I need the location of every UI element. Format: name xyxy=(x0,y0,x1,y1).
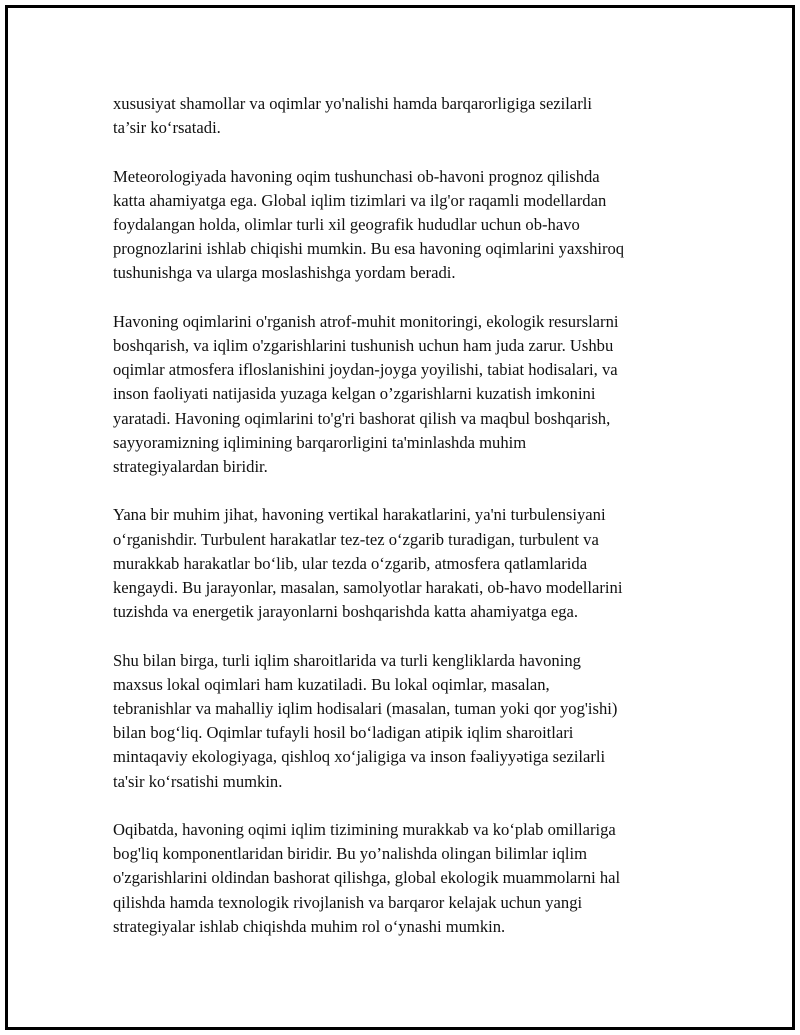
text-line: Oqibatda, havoning oqimi iqlim tizimining murakkab va ko‘plab omillariga xyxy=(113,820,616,840)
text-line: murakkab harakatlar bo‘lib, ular tezda o‘zgarib, atmosfera qatlamlarida xyxy=(113,553,588,573)
text-line: mintaqaviy ekologiyaga, qishloq xo‘jaligiga va inson fəaliyyətiga sezilarli xyxy=(113,747,606,767)
text-line: Shu bilan birga, turli iqlim sharoitlarida va turli kengliklarda havoning xyxy=(113,650,581,670)
paragraph-6 xyxy=(113,818,693,939)
text-line: Meteorologiyada havoning oqim tushunchasi ob-havoni prognoz qilishda xyxy=(113,166,600,186)
text-line: yaratadi. Havoning oqimlarini to'g'ri bashorat qilish va maqbul boshqarish, xyxy=(113,408,611,428)
text-line: prognozlarini ishlab chiqishi mumkin. Bu esa havoning oqimlarini yaxshiroq xyxy=(113,239,625,259)
text-line: tuzishda va energetik jarayonlarni boshqarishda katta ahamiyatga ega. xyxy=(113,602,579,622)
document-body xyxy=(113,92,693,963)
text-line: strategiyalardan biridir. xyxy=(113,457,268,477)
text-line: oqimlar atmosfera ifloslanishini joydan-joyga yoyilishi, tabiat hodisalari, va xyxy=(113,360,618,380)
paragraph-2 xyxy=(113,165,693,286)
text-line: boshqarish, va iqlim o'zgarishlarini tushunish uchun ham juda zarur. Ushbu xyxy=(113,336,614,355)
text-line: kengaydi. Bu jarayonlar, masalan, samolyotlar harakati, ob-havo modellarini xyxy=(113,578,623,598)
text-line: sayyoramizning iqlimining barqarorligini ta'minlashda muhim xyxy=(113,432,527,452)
text-line: maxsus lokal oqimlari ham kuzatiladi. Bu lokal oqimlar, masalan, xyxy=(113,674,550,694)
text-line: ta’sir ko‘rsatadi. xyxy=(113,118,221,138)
text-line: o'zgarishlarini oldindan bashorat qilishga, global ekologik muammolarni hal xyxy=(113,868,621,888)
paragraph-5 xyxy=(113,649,693,794)
text-line: tebranishlar va mahalliy iqlim hodisalari (masalan, tuman yoki qor yog'ishi) xyxy=(113,699,618,719)
paragraph-4 xyxy=(113,503,693,624)
text-line: xususiyat shamollar va oqimlar yo'nalishi hamda barqarorligiga sezilarli xyxy=(113,94,593,113)
text-line: bog'liq komponentlaridan biridir. Bu yo’nalishda olingan bilimlar iqlim xyxy=(113,844,588,864)
text-line: foydalangan holda, olimlar turli xil geografik hududlar uchun ob-havo xyxy=(113,215,580,234)
text-line: o‘rganishdir. Turbulent harakatlar tez-tez o‘zgarib turadigan, turbulent va xyxy=(113,529,599,549)
text-line: katta ahamiyatga ega. Global iqlim tizimlari va ilg'or raqamli modellardan xyxy=(113,190,607,210)
paragraph-3 xyxy=(113,310,693,479)
text-line: Yana bir muhim jihat, havoning vertikal harakatlarini, ya'ni turbulensiyani xyxy=(113,505,606,525)
text-line: strategiyalar ishlab chiqishda muhim rol o‘ynashi mumkin. xyxy=(113,916,506,936)
text-line: bilan bog‘liq. Oqimlar tufayli hosil bo‘ladigan atipik iqlim sharoitlari xyxy=(113,723,574,743)
text-line: ta'sir ko‘rsatishi mumkin. xyxy=(113,771,283,791)
text-line: tushunishga va ularga moslashishga yordam beradi. xyxy=(113,263,456,283)
text-line: qilishda hamda texnologik rivojlanish va barqaror kelajak uchun yangi xyxy=(113,892,583,912)
paragraph-1 xyxy=(113,92,693,140)
text-line: inson faoliyati natijasida yuzaga kelgan o’zgarishlarni kuzatish imkonini xyxy=(113,384,596,404)
text-line: Havoning oqimlarini o'rganish atrof-muhit monitoringi, ekologik resurslarni xyxy=(113,311,619,331)
